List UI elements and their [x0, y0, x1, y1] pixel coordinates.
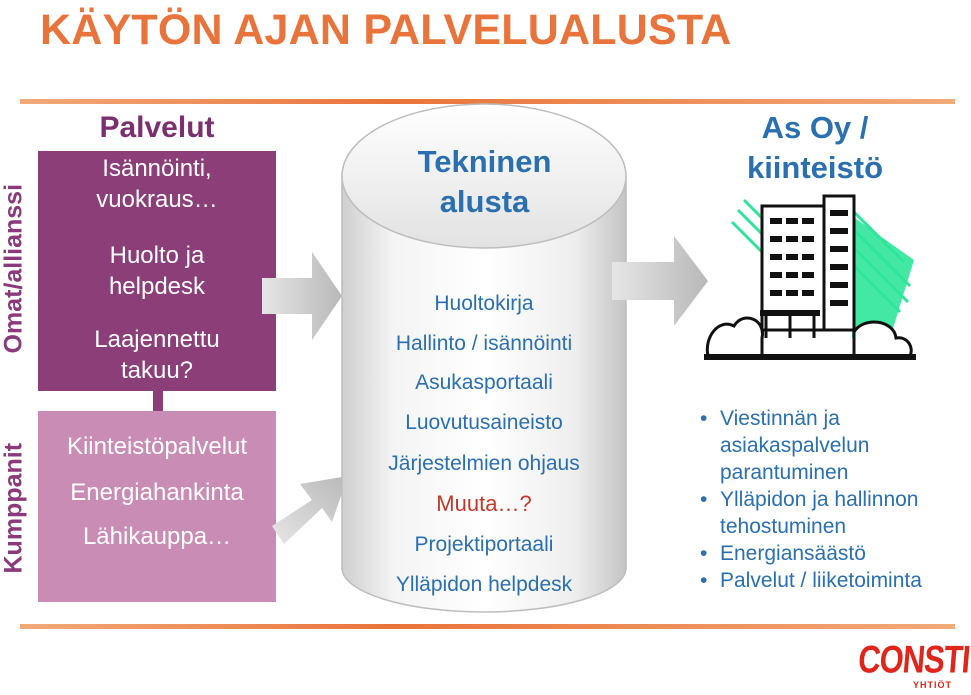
building-icon — [704, 188, 916, 364]
side-label-partners: Kumppanit — [0, 442, 28, 574]
service-item: helpdesk — [108, 273, 206, 300]
platform-item: Hallinto / isännöinti — [395, 332, 573, 355]
side-label-own: Omat/allianssi — [0, 183, 28, 354]
platform-highlight: Muuta…? — [436, 491, 532, 516]
benefits-list — [698, 405, 958, 594]
platform-item: Projektiportaali — [414, 533, 554, 556]
service-item: Huolto ja — [109, 242, 205, 269]
bottom-divider — [20, 624, 955, 629]
platform-heading-1: Tekninen — [417, 144, 552, 179]
list-item: • Energiansäästö — [700, 542, 866, 565]
partner-item: Kiinteistöpalvelut — [66, 433, 248, 460]
asoy-heading-1: As Oy / — [761, 110, 869, 145]
list-item: • Ylläpidon ja hallinnon tehostuminen — [700, 488, 919, 538]
platform-item: Luovutusaineisto — [405, 411, 563, 434]
platform-heading-2: alusta — [439, 184, 530, 219]
service-item: vuokraus… — [96, 186, 218, 213]
list-item: • Viestinnän ja asiakaspalvelun parantuminen — [700, 407, 870, 484]
services-connector — [153, 391, 163, 413]
logo-wordmark: CONSTI — [856, 637, 971, 682]
platform-item: Järjestelmien ohjaus — [388, 452, 580, 475]
consti-logo — [856, 637, 971, 692]
bullet-icon: • — [700, 407, 708, 430]
list-item: • Palvelut / liiketoiminta — [700, 569, 922, 592]
platform-item: Asukasportaali — [415, 371, 553, 394]
services-heading: Palvelut — [99, 111, 215, 144]
arrow-right-icon — [262, 244, 342, 344]
service-item: Laajennettu — [94, 326, 220, 353]
asoy-heading-2: kiinteistö — [746, 150, 884, 185]
service-item: Isännöinti, — [102, 155, 212, 182]
bullet-icon: • — [700, 542, 708, 565]
platform-item: Huoltokirja — [434, 292, 534, 315]
logo-sub: YHTIÖT — [913, 680, 952, 690]
service-item: takuu? — [120, 357, 194, 384]
arrow-right-icon — [612, 232, 708, 330]
partner-item: Energiahankinta — [70, 479, 244, 506]
partner-item: Lähikauppa… — [82, 523, 232, 550]
platform-item: Ylläpidon helpdesk — [395, 573, 573, 596]
page-title: KÄYTÖN AJAN PALVELUALUSTA — [40, 6, 732, 54]
bullet-icon: • — [700, 488, 708, 511]
bullet-icon: • — [700, 569, 708, 592]
